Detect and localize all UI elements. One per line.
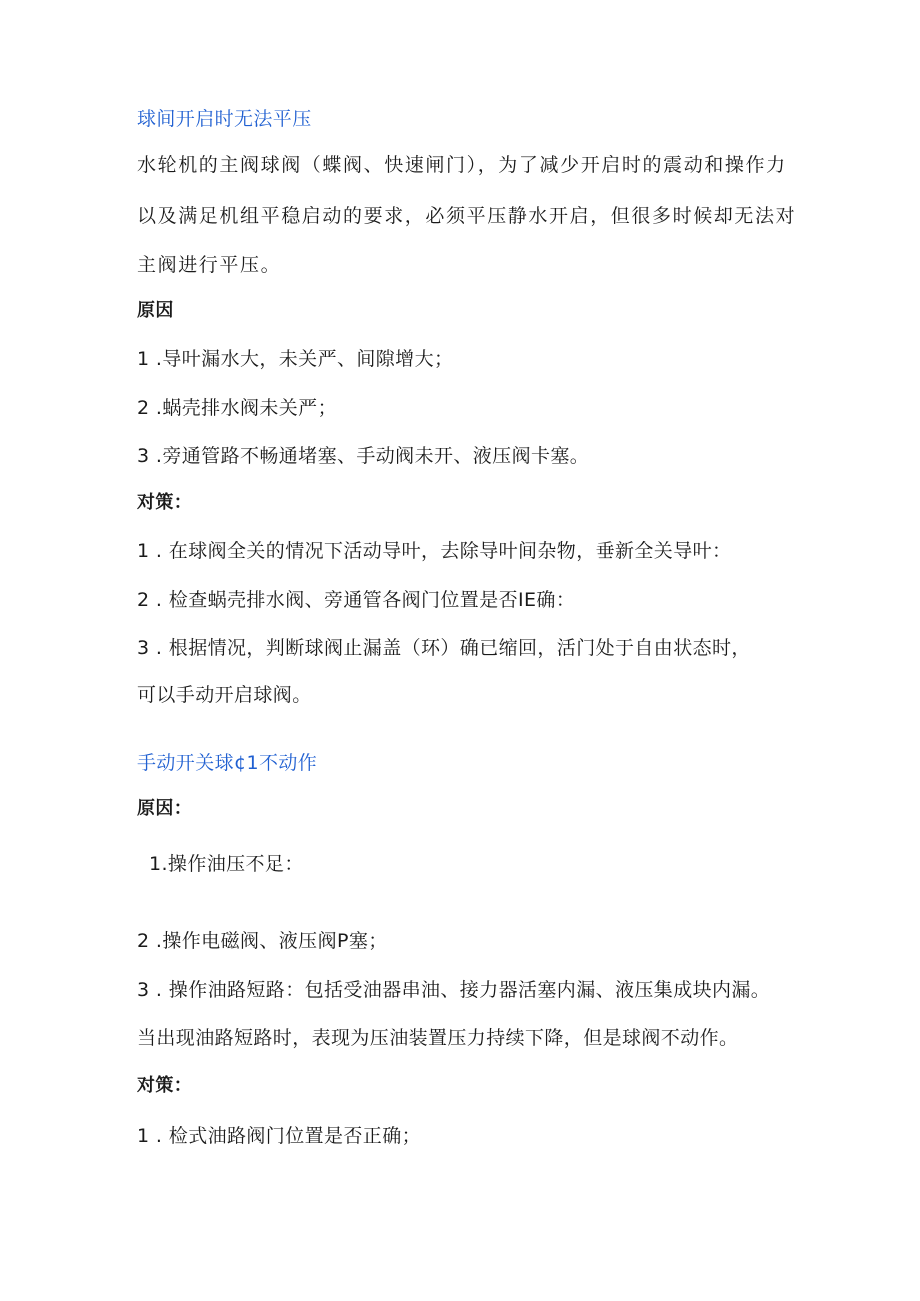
measure-label-2: 对策： xyxy=(137,1075,193,1096)
measure-item-2-1: 1 . 检式油路阀门位置是否正确； xyxy=(137,1125,422,1147)
intro-line-2: 以及满足机组平稳启动的要求，必须平压静水开启，但很多时候却无法对 xyxy=(137,205,797,227)
cause-item-3: 3 .旁通管路不畅通堵塞、手动阀未开、液压阀卡塞。 xyxy=(137,445,590,467)
cause-item-2-3: 3 . 操作油路短路：包括受油器串油、接力器活塞内漏、液压集成块内漏。 xyxy=(137,979,771,1001)
section-heading-1: 球间开启时无法平压 xyxy=(137,108,312,130)
cause-label-1: 原因 xyxy=(137,300,174,321)
cause-item-1: 1 .导叶漏水大，未关严、间隙增大； xyxy=(137,348,454,370)
cause-item-2-3-cont: 当出现油路短路时，表现为压油装置压力持续下降，但是球阀不动作。 xyxy=(137,1027,739,1049)
section-heading-2: 手动开关球¢1不动作 xyxy=(137,752,318,774)
measure-item-2: 2 . 检查蜗壳排水阀、旁通管各阀门位置是否IE确： xyxy=(137,589,576,611)
measure-label-1: 对策： xyxy=(137,492,193,513)
cause-item-2-2: 2 .操作电磁阀、液压阀P塞； xyxy=(137,930,388,952)
measure-item-3: 3 . 根据情况，判断球阀止漏盖（环）确已缩回，活门处于自由状态时， xyxy=(137,637,751,659)
intro-line-1: 水轮机的主阀球阀（蝶阀、快速闸门），为了减少开启时的震动和操作力 xyxy=(137,154,787,176)
intro-line-3: 主阀进行平压。 xyxy=(137,254,282,276)
cause-item-2: 2 .蜗壳排水阀未关严； xyxy=(137,397,337,419)
cause-item-2-1: 1.操作油压不足： xyxy=(149,853,304,875)
measure-item-3-cont: 可以手动开启球阀。 xyxy=(137,684,312,706)
cause-label-2: 原因： xyxy=(137,798,193,819)
measure-item-1: 1 . 在球阀全关的情况下活动导叶，去除导叶间杂物，垂新全关导叶： xyxy=(137,540,732,562)
